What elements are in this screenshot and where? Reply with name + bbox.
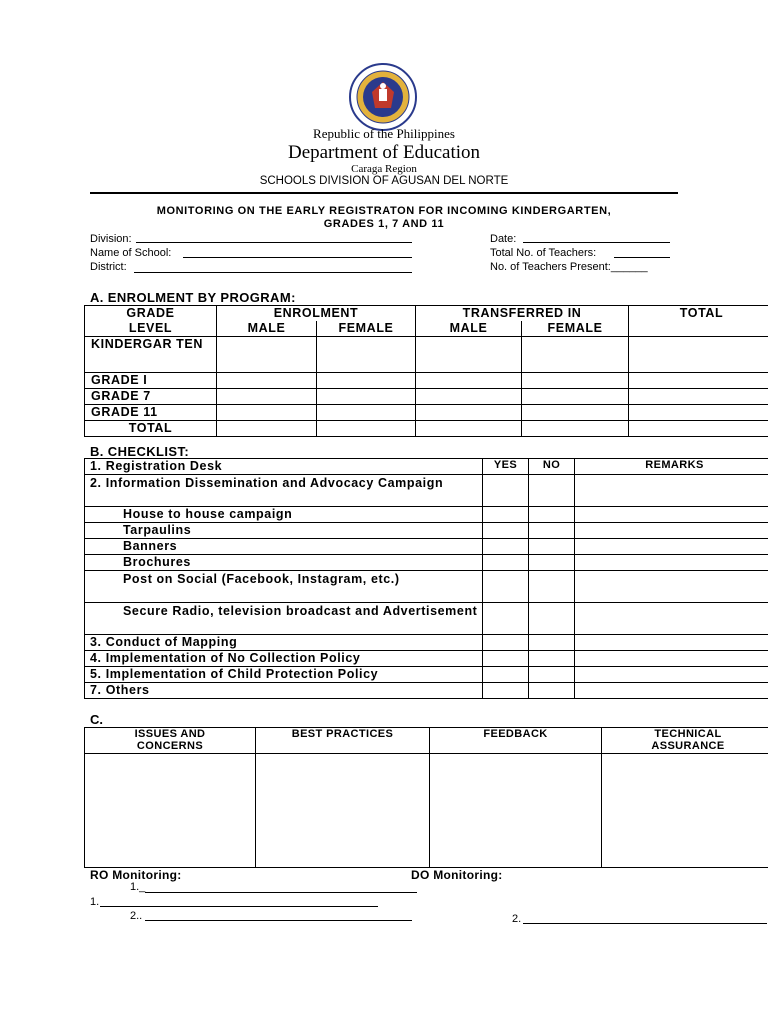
enrolment-female-header: FEMALE [317,321,416,337]
yes-cell[interactable] [483,539,529,555]
technical-assurance-cell[interactable] [602,754,768,868]
cell-input[interactable] [522,405,629,421]
ro-signature-1[interactable] [145,880,417,893]
enrolment-header: ENROLMENT [217,306,416,322]
yes-cell[interactable] [483,667,529,683]
do-monitoring-label: DO Monitoring: [411,868,503,882]
remarks-cell[interactable] [575,667,768,683]
yes-header: YES [483,459,529,475]
form-title-line1: MONITORING ON THE EARLY REGISTRATON FOR INCOMING KINDERGARTEN, [156,205,612,217]
checklist-item: 5. Implementation of Child Protection Policy [85,667,483,683]
cell-input[interactable] [629,405,768,421]
remarks-cell[interactable] [575,539,768,555]
no-cell[interactable] [529,603,575,635]
school-field[interactable] [183,245,412,258]
issues-cell[interactable] [85,754,256,868]
district-field[interactable] [134,260,412,273]
feedback-table [84,727,768,868]
remarks-cell[interactable] [575,523,768,539]
remarks-header: REMARKS [575,459,768,475]
row-label-grade7: GRADE 7 [85,389,217,405]
cell-input[interactable] [629,337,768,373]
yes-cell[interactable] [483,507,529,523]
yes-cell[interactable] [483,475,529,507]
remarks-cell[interactable] [575,651,768,667]
no-cell[interactable] [529,683,575,699]
ro-monitoring-label: RO Monitoring: [90,868,182,882]
date-field[interactable] [523,230,670,243]
remarks-cell[interactable] [575,635,768,651]
date-label: Date: [490,233,517,245]
feedback-cell[interactable] [430,754,602,868]
remarks-cell[interactable] [575,683,768,699]
do-line-2-label: 2. [512,913,522,925]
deped-seal [348,62,418,132]
technical-assurance-header: TECHNICAL ASSURANCE [602,728,768,754]
yes-cell[interactable] [483,555,529,571]
checklist-subitem [85,523,483,539]
enrolment-male-header: MALE [217,321,317,337]
header-rule [90,192,678,194]
cell-input[interactable] [629,421,768,437]
republic-text: Republic of the Philippines [313,126,455,141]
district-label: District: [90,261,127,273]
feedback-header: FEEDBACK [430,728,602,754]
checklist-subitem [85,539,483,555]
checklist-subitem [85,507,483,523]
no-cell[interactable] [529,555,575,571]
no-cell[interactable] [529,571,575,603]
cell-input[interactable] [217,405,317,421]
line-1-label: 1. [90,896,100,908]
division-field[interactable] [136,230,412,243]
yes-cell[interactable] [483,523,529,539]
school-label: Name of School: [90,247,172,259]
total-teachers-label: Total No. of Teachers: [490,247,597,259]
no-cell[interactable] [529,635,575,651]
total-teachers-field[interactable] [614,245,670,258]
row-label-grade1: GRADE I [85,373,217,389]
cell-input[interactable] [522,373,629,389]
remarks-cell[interactable] [575,475,768,507]
ro-line-1-label: 1._ [130,881,146,893]
grade-level-header: GRADE LEVEL [85,306,217,337]
best-practices-header: BEST PRACTICES [256,728,430,754]
checklist-item: 4. Implementation of No Collection Policy [85,651,483,667]
checklist-item: 2. Information Dissemination and Advocacy Campaign [85,475,483,507]
no-cell[interactable] [529,475,575,507]
row-label-kindergarten: KINDERGAR TEN [85,337,217,373]
checklist-subitem-label: Secure Radio, television broadcast and Advertisement [123,604,478,618]
total-header: TOTAL [629,306,768,322]
yes-cell[interactable] [483,603,529,635]
row-label-grade11: GRADE 11 [85,405,217,421]
no-header: NO [529,459,575,475]
transferred-male-header: MALE [416,321,522,337]
ro-line-2-label: 2.. [130,910,143,922]
cell-input[interactable] [416,337,522,373]
no-cell[interactable] [529,651,575,667]
checklist-subitem-label: Tarpaulins [123,523,192,537]
yes-cell[interactable] [483,635,529,651]
cell-input[interactable] [522,337,629,373]
remarks-cell[interactable] [575,603,768,635]
do-signature-2[interactable] [523,911,767,924]
cell-input[interactable] [629,389,768,405]
checklist-subitem [85,603,483,635]
cell-input[interactable] [317,405,416,421]
teachers-present-label: No. of Teachers Present:______ [490,261,648,273]
checklist-subitem-label: Banners [123,539,178,553]
cell-input[interactable] [416,421,522,437]
division-header: SCHOOLS DIVISION OF AGUSAN DEL NORTE [259,175,509,187]
transferred-female-header: FEMALE [522,321,629,337]
cell-input[interactable] [416,405,522,421]
checklist-subitem-label: Post on Social (Facebook, Instagram, etc.) [123,572,400,586]
cell-input[interactable] [317,421,416,437]
division-label: Division: [90,233,132,245]
section-b-heading: B. CHECKLIST: [90,444,190,459]
cell-input[interactable] [416,373,522,389]
yes-cell[interactable] [483,571,529,603]
signature-line-1[interactable] [100,894,378,907]
yes-cell[interactable] [483,651,529,667]
cell-input[interactable] [522,421,629,437]
row-label-total: TOTAL [85,421,217,437]
remarks-cell[interactable] [575,507,768,523]
cell-input[interactable] [217,373,317,389]
enrolment-table [84,305,768,437]
checklist-item: 1. Registration Desk [85,459,483,475]
cell-input[interactable] [217,421,317,437]
no-cell[interactable] [529,507,575,523]
total-subheader [629,321,768,337]
region-text: Caraga Region [351,163,417,175]
cell-input[interactable] [522,389,629,405]
no-cell[interactable] [529,523,575,539]
checklist-subitem [85,571,483,603]
cell-input[interactable] [317,373,416,389]
checklist-item: 3. Conduct of Mapping [85,635,483,651]
yes-cell[interactable] [483,683,529,699]
checklist-item: 7. Others [85,683,483,699]
cell-input[interactable] [629,373,768,389]
department-title: Department of Education [287,142,481,163]
remarks-cell[interactable] [575,571,768,603]
issues-header: ISSUES AND CONCERNS [85,728,256,754]
no-cell[interactable] [529,667,575,683]
cell-input[interactable] [416,389,522,405]
cell-input[interactable] [317,389,416,405]
section-a-heading: A. ENROLMENT BY PROGRAM: [90,290,296,305]
remarks-cell[interactable] [575,555,768,571]
best-practices-cell[interactable] [256,754,430,868]
transferred-header: TRANSFERRED IN [416,306,629,322]
checklist-table [84,458,768,699]
cell-input[interactable] [317,337,416,373]
checklist-subitem-label: Brochures [123,555,191,569]
cell-input[interactable] [217,389,317,405]
checklist-subitem [85,555,483,571]
ro-signature-2[interactable] [145,908,412,921]
cell-input[interactable] [217,337,317,373]
no-cell[interactable] [529,539,575,555]
form-title-line2: GRADES 1, 7 AND 11 [323,218,445,230]
checklist-subitem-label: House to house campaign [123,507,293,521]
section-c-heading: C. [90,712,103,727]
